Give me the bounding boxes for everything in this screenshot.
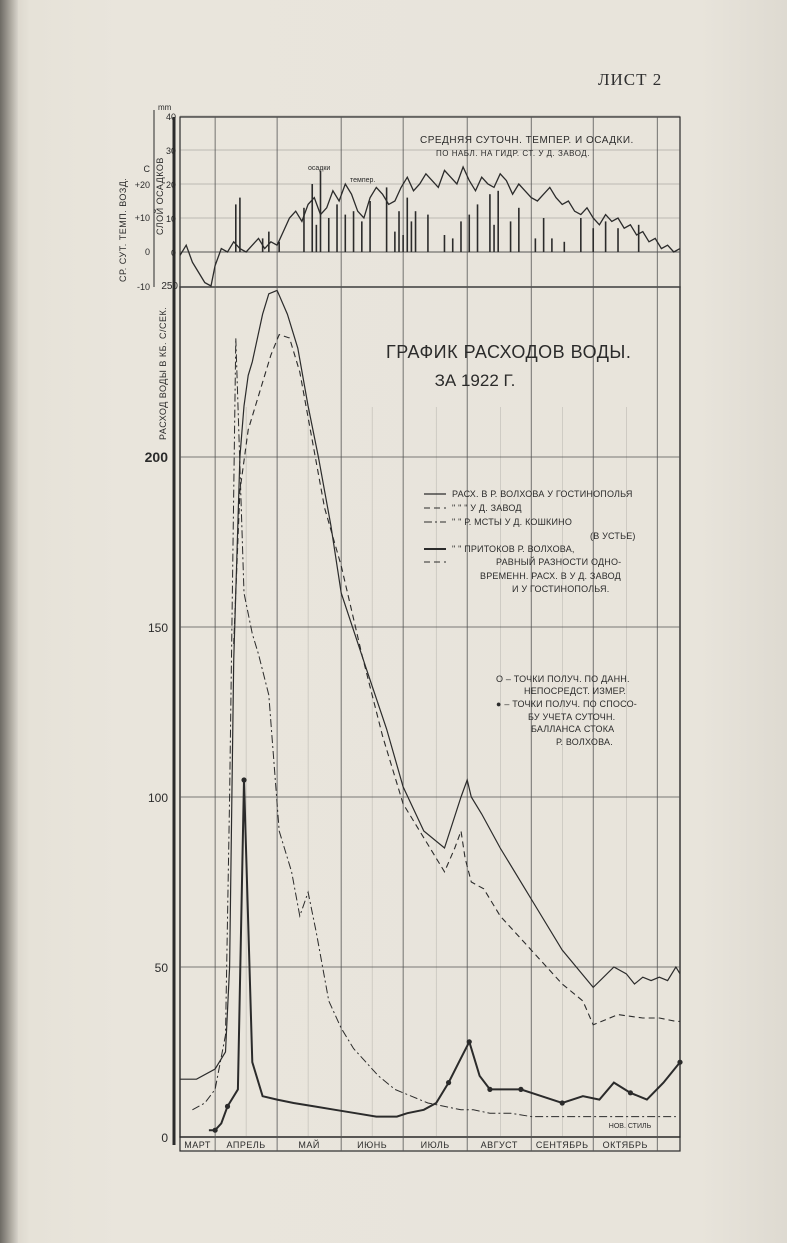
legend-entry: И У ГОСТИНОПОЛЬЯ.: [512, 584, 610, 594]
month-label: АВГУСТ: [480, 1140, 518, 1150]
legend-entry: " " ПРИТОКОВ Р. ВОЛХОВА,: [452, 544, 575, 554]
month-label: МАЙ: [298, 1140, 320, 1150]
month-label: ИЮНЬ: [357, 1140, 388, 1150]
discharge-series-line-1: [180, 290, 680, 1079]
precipitation-annotation: осадки: [308, 165, 331, 172]
precip-tick-label: 20: [165, 180, 176, 190]
measured-point: [213, 1128, 218, 1133]
chart-gridlines: [180, 116, 680, 1151]
measured-point: [225, 1104, 230, 1109]
discharge-tick-label: 250: [161, 281, 178, 292]
legend-entry: РАВНЫЙ РАЗНОСТИ ОДНО-: [496, 557, 622, 567]
month-label: СЕНТЯБРЬ: [535, 1140, 589, 1150]
temp-tick-label: +20: [134, 180, 150, 190]
measured-point: [446, 1080, 451, 1085]
temp-tick-label: +10: [134, 213, 150, 223]
measured-point: [677, 1060, 682, 1065]
points-legend-entry: БУ УЧЕТА СУТОЧН.: [528, 712, 616, 722]
measured-point: [241, 777, 246, 782]
discharge-tick-label: 200: [144, 449, 168, 465]
discharge-chart-subtitle: ЗА 1922 Г.: [434, 371, 516, 390]
temp-tick-label: -10: [136, 282, 150, 292]
precip-tick-label: 40: [165, 112, 176, 122]
temperature-axis-title: СР. СУТ. ТЕМП. ВОЗД.: [118, 177, 128, 282]
precip-tick-label: 30: [165, 146, 176, 156]
legend-entry: ВРЕМЕНН. РАСХ. В У Д. ЗАВОД: [480, 571, 621, 581]
precip-tick-label: 10: [165, 214, 176, 224]
legend-entry: " " Р. МСТЫ У Д. КОШКИНО: [452, 517, 573, 527]
legend-entry: " " " У Д. ЗАВОД: [452, 503, 522, 513]
points-legend-entry: Р. ВОЛХОВА.: [556, 737, 613, 747]
month-label: ИЮЛЬ: [420, 1140, 450, 1150]
tick-labels: [135, 103, 179, 1145]
month-label: ОКТЯБРЬ: [602, 1140, 648, 1150]
discharge-chart-title: ГРАФИК РАСХОДОВ ВОДЫ.: [386, 342, 632, 362]
series-lines: [180, 167, 683, 1133]
measured-point: [560, 1100, 565, 1105]
points-legend-entry: О – ТОЧКИ ПОЛУЧ. ПО ДАНН.: [496, 674, 630, 684]
temperature-chart-subtitle: ПО НАБЛ. НА ГИДР. СТ. У Д. ЗАВОД.: [436, 149, 590, 158]
discharge-tick-label: 50: [154, 961, 168, 975]
sheet-label: ЛИСТ 2: [598, 70, 663, 89]
measured-point: [467, 1039, 472, 1044]
month-label: МАРТ: [184, 1140, 211, 1150]
month-label: АПРЕЛЬ: [226, 1140, 266, 1150]
measured-point: [518, 1087, 523, 1092]
precipitation-axis-title: СЛОЙ ОСАДКОВ: [155, 157, 165, 235]
points-legend-entry: БАЛЛАНСА СТОКА: [531, 724, 615, 734]
legend-entry: РАСХ. В Р. ВОЛХОВА У ГОСТИНОПОЛЬЯ: [452, 489, 633, 499]
measured-point: [487, 1087, 492, 1092]
measured-point: [628, 1090, 633, 1095]
precip-unit-label: mm: [158, 103, 172, 112]
chart-frames: [154, 110, 680, 1151]
temperature-chart-title: СРЕДНЯЯ СУТОЧН. ТЕМПЕР. И ОСАДКИ.: [420, 135, 634, 146]
temperature-annotation: темпер.: [350, 177, 376, 184]
precip-tick-label: 0: [170, 248, 176, 258]
points-legend-entry: НЕПОСРЕДСТ. ИЗМЕР.: [524, 686, 627, 696]
discharge-tick-label: 150: [147, 621, 168, 635]
temp-unit-label: C: [143, 164, 150, 174]
discharge-tick-label: 0: [161, 1131, 168, 1145]
calendar-style-note: НОВ. СТИЛЬ: [608, 1123, 652, 1130]
legend-entry: (В УСТЬЕ): [590, 531, 636, 541]
discharge-tick-label: 100: [147, 791, 168, 805]
points-legend-entry: ● – ТОЧКИ ПОЛУЧ. ПО СПОСО-: [496, 699, 637, 709]
temp-tick-label: 0: [144, 247, 150, 257]
discharge-axis-title: РАСХОД ВОДЫ В КБ. С/СЕК.: [158, 306, 168, 440]
